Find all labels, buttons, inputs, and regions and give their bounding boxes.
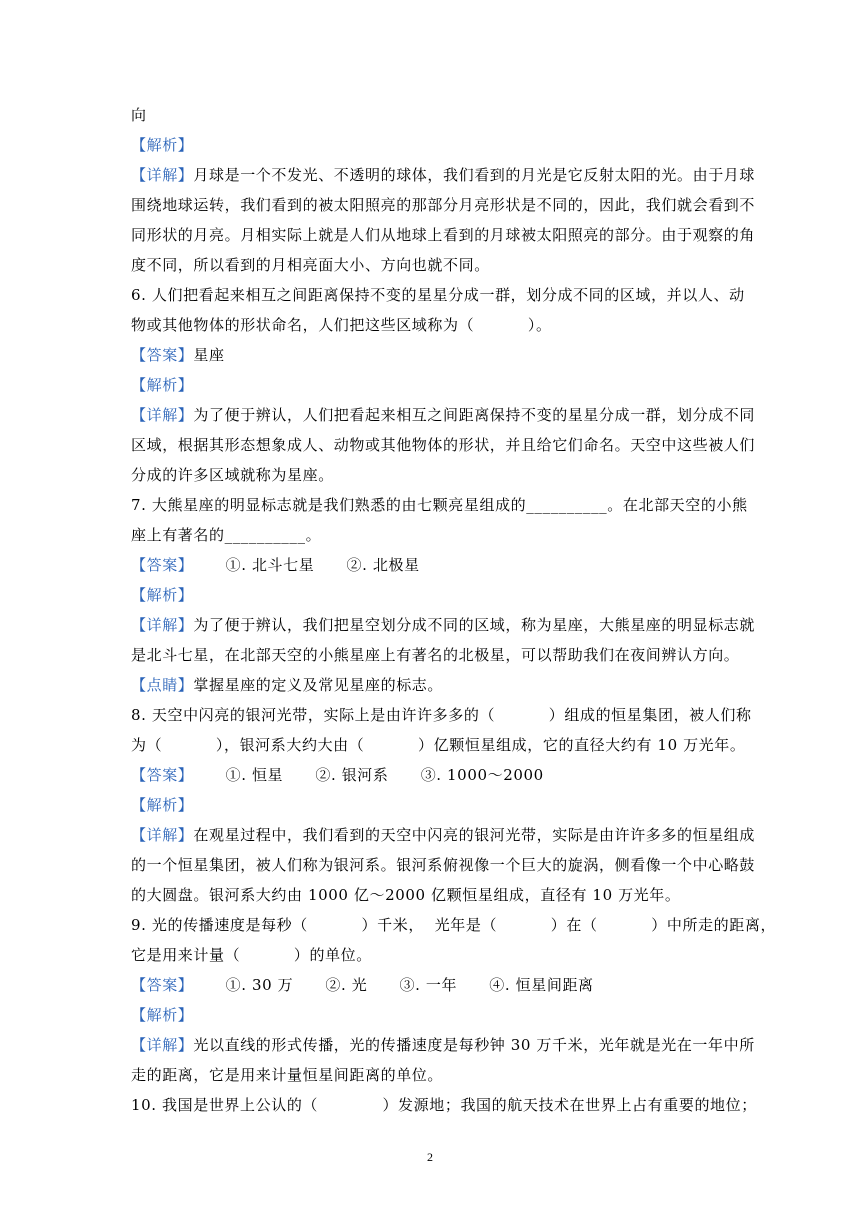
- line-text: 7. 大熊星座的明显标志就是我们熟悉的由七颗亮星组成的__________。在北部天空的小熊: [131, 496, 748, 514]
- line-text: 是北斗七星，在北部天空的小熊星座上有著名的北极星，可以帮助我们在夜间辨认方向。: [131, 646, 740, 664]
- text-line: [131, 520, 731, 550]
- text-line: [131, 430, 756, 460]
- line-text: 物或其他物体的形状命名，人们把这些区域称为（ ）。: [131, 316, 552, 334]
- line-text: 为了便于辨认，人们把看起来相互之间距离保持不变的星星分成一群，划分成不同: [193, 406, 756, 424]
- line-text: 的一个恒星集团，被人们称为银河系。银河系俯视像一个巨大的旋涡，侧看像一个中心略鼓: [131, 856, 756, 874]
- line-text: 向: [131, 106, 147, 124]
- text-line: [131, 340, 731, 370]
- section-tag: 【答案】: [131, 976, 194, 994]
- line-text: 9. 光的传播速度是每秒（ ）千米， 光年是（ ）在（ ）中所走的距离，: [131, 916, 777, 934]
- text-line: [131, 910, 777, 940]
- line-text: 的大圆盘。银河系大约由 1000 亿～2000 亿颗恒星组成，直径有 10 万光年。: [131, 886, 681, 904]
- line-text: 10. 我国是世界上公认的（ ）发源地；我国的航天技术在世界上占有重要的地位；: [131, 1096, 757, 1114]
- section-tag: 【详解】: [131, 166, 194, 184]
- section-tag: 【解析】: [131, 796, 194, 814]
- section-tag: 【答案】: [131, 556, 194, 574]
- line-text: 区域，根据其形态想象成人、动物或其他物体的形状，并且给它们命名。天空中这些被人们: [131, 436, 756, 454]
- text-line: [131, 1030, 755, 1060]
- text-line: [131, 1060, 731, 1090]
- text-line: [131, 580, 731, 610]
- section-tag: 【答案】: [131, 346, 194, 364]
- text-line: [131, 790, 731, 820]
- line-text: 围绕地球运转，我们看到的被太阳照亮的那部分月亮形状是不同的，因此，我们就会看到不: [131, 196, 756, 214]
- text-line: [131, 400, 756, 430]
- section-tag: 【详解】: [131, 826, 194, 844]
- text-line: [131, 940, 731, 970]
- section-tag: 【详解】: [131, 616, 194, 634]
- section-tag: 【详解】: [131, 1036, 194, 1054]
- line-text: 星座: [193, 346, 225, 364]
- line-text: 分成的许多区域就称为星座。: [131, 466, 334, 484]
- line-text: 光以直线的形式传播，光的传播速度是每秒钟 30 万千米，光年就是光在一年中所: [193, 1036, 755, 1054]
- line-text: 6. 人们把看起来相互之间距离保持不变的星星分成一群，划分成不同的区域，并以人、动: [131, 286, 745, 304]
- page-number: 2: [427, 1150, 433, 1164]
- section-tag: 【解析】: [131, 376, 194, 394]
- text-line: [131, 250, 731, 280]
- line-text: ①. 30 万 ②. 光 ③. 一年 ④. 恒星间距离: [193, 976, 594, 994]
- section-tag: 【解析】: [131, 586, 194, 604]
- text-line: [131, 610, 756, 640]
- text-line: [131, 640, 740, 670]
- text-line: [131, 970, 731, 1000]
- text-line: [131, 700, 752, 730]
- text-line: [131, 100, 731, 130]
- line-text: 同形状的月亮。月相实际上就是人们从地球上看到的月球被太阳照亮的部分。由于观察的角: [131, 226, 756, 244]
- text-line: [131, 1000, 731, 1030]
- text-line: [131, 280, 745, 310]
- line-text: 8. 天空中闪亮的银河光带，实际上是由许许多多的（ ）组成的恒星集团，被人们称: [131, 706, 752, 724]
- line-text: 在观星过程中，我们看到的天空中闪亮的银河光带，实际是由许许多多的恒星组成: [193, 826, 756, 844]
- section-tag: 【详解】: [131, 406, 194, 424]
- section-tag: 【点睛】: [131, 676, 194, 694]
- text-line: [131, 850, 756, 880]
- line-text: 走的距离，它是用来计量恒星间距离的单位。: [131, 1066, 444, 1084]
- line-text: ①. 北斗七星 ②. 北极星: [193, 556, 420, 574]
- line-text: 度不同，所以看到的月相亮面大小、方向也就不同。: [131, 256, 490, 274]
- document-body: [131, 100, 777, 1120]
- text-line: [131, 820, 756, 850]
- text-line: [131, 730, 746, 760]
- section-tag: 【答案】: [131, 766, 194, 784]
- text-line: [131, 370, 731, 400]
- text-line: [131, 220, 756, 250]
- section-tag: 【解析】: [131, 136, 194, 154]
- text-line: [131, 490, 748, 520]
- text-line: [131, 190, 756, 220]
- text-line: [131, 670, 731, 700]
- section-tag: 【解析】: [131, 1006, 194, 1024]
- text-line: [131, 550, 731, 580]
- line-text: ①. 恒星 ②. 银河系 ③. 1000～2000: [193, 766, 544, 784]
- text-line: [131, 460, 731, 490]
- text-line: [131, 130, 731, 160]
- text-line: [131, 760, 731, 790]
- text-line: [131, 310, 731, 340]
- line-text: 月球是一个不发光、不透明的球体，我们看到的月光是它反射太阳的光。由于月球: [193, 166, 756, 184]
- text-line: [131, 880, 731, 910]
- line-text: 它是用来计量（ ）的单位。: [131, 946, 372, 964]
- line-text: 为了便于辨认，我们把星空划分成不同的区域，称为星座，大熊星座的明显标志就: [193, 616, 756, 634]
- text-line: [131, 160, 756, 190]
- line-text: 掌握星座的定义及常见星座的标志。: [193, 676, 444, 694]
- line-text: 为（ ），银河系大约大由（ ）亿颗恒星组成，它的直径大约有 10 万光年。: [131, 736, 746, 754]
- text-line: [131, 1090, 757, 1120]
- line-text: 座上有著名的__________。: [131, 526, 322, 544]
